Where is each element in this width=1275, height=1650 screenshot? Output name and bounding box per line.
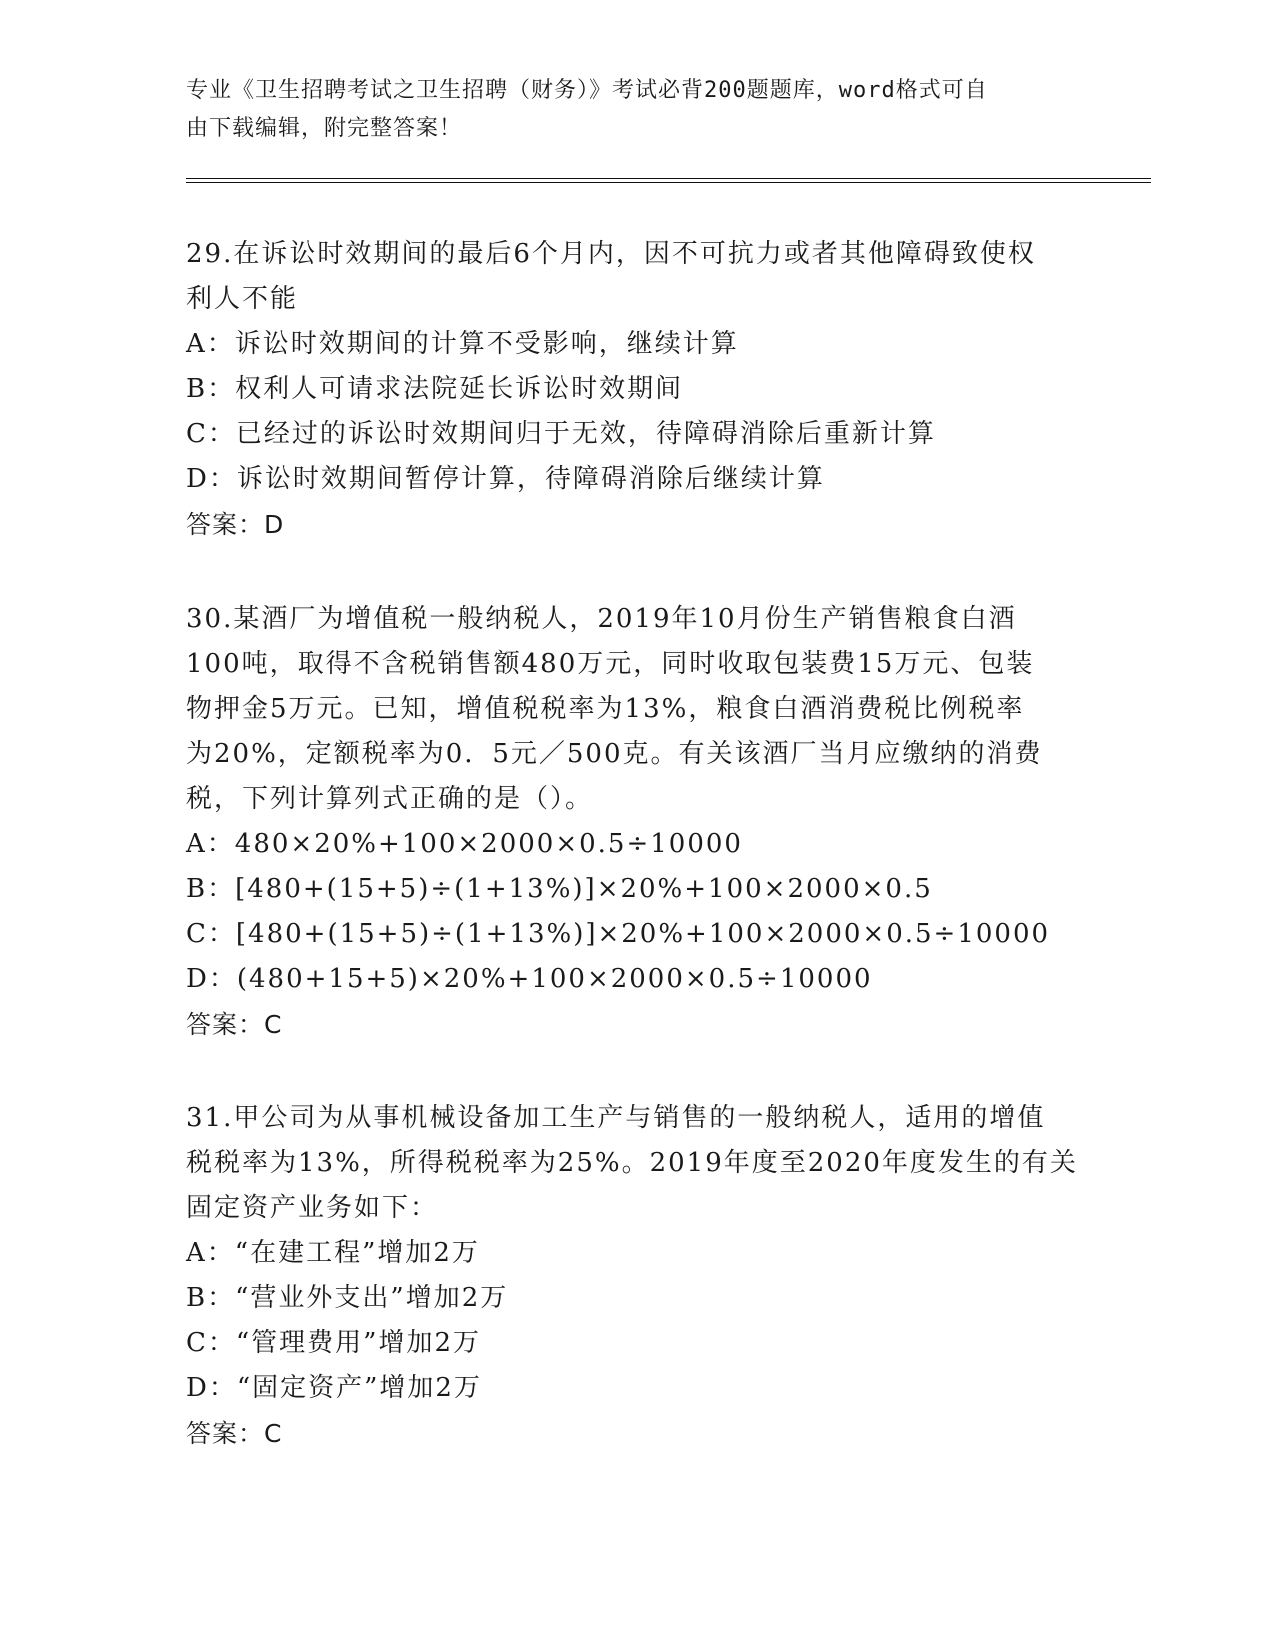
question-30 (186, 597, 1086, 1047)
option-d: D：诉讼时效期间暂停计算，待障碍消除后继续计算 (186, 464, 825, 494)
answer-line: 答案：D (186, 510, 285, 539)
option-c: C：已经过的诉讼时效期间归于无效，待障碍消除后重新计算 (186, 419, 936, 449)
question-stem-line: 29.在诉讼时效期间的最后6个月内，因不可抗力或者其他障碍致使权 (186, 239, 1036, 269)
answer-line: 答案：C (186, 1010, 283, 1039)
option-c: C：“管理费用”增加2万 (186, 1328, 482, 1358)
question-stem-line: 30.某酒厂为增值税一般纳税人，2019年10月份生产销售粮食白酒 (186, 604, 1017, 634)
header-divider-top (186, 178, 1151, 179)
option-c: C：[480+(15+5)÷(1+13%)]×20%+100×2000×0.5÷10000 (186, 919, 1051, 949)
question-stem-line: 100吨，取得不含税销售额480万元，同时收取包装费15万元、包装 (186, 649, 1035, 679)
option-b: B：[480+(15+5)÷(1+13%)]×20%+100×2000×0.5 (186, 874, 933, 904)
answer-line: 答案：C (186, 1419, 283, 1448)
question-29 (186, 232, 1086, 547)
question-stem-line: 物押金5万元。已知，增值税税率为13%，粮食白酒消费税比例税率 (186, 694, 1025, 724)
question-stem-line: 为20%，定额税率为0．5元／500克。有关该酒厂当月应缴纳的消费 (186, 739, 1043, 769)
option-d: D：(480+15+5)×20%+100×2000×0.5÷10000 (186, 964, 873, 994)
option-a: A：480×20%+100×2000×0.5÷10000 (186, 829, 743, 859)
option-b: B：“营业外支出”增加2万 (186, 1283, 509, 1313)
document-header (186, 72, 1086, 148)
question-stem-line: 税税率为13%，所得税税率为25%。2019年度至2020年度发生的有关 (186, 1148, 1078, 1178)
option-b: B：权利人可请求法院延长诉讼时效期间 (186, 374, 684, 404)
question-stem-line: 31.甲公司为从事机械设备加工生产与销售的一般纳税人，适用的增值 (186, 1103, 1046, 1133)
option-a: A：“在建工程”增加2万 (186, 1238, 480, 1268)
header-title-line-2: 由下载编辑，附完整答案！ (186, 116, 463, 141)
header-title-line-1: 专业《卫生招聘考试之卫生招聘（财务）》考试必背200题题库，word格式可自 (186, 78, 988, 103)
option-a: A：诉讼时效期间的计算不受影响，继续计算 (186, 329, 739, 359)
question-stem-line: 固定资产业务如下： (186, 1193, 439, 1223)
header-divider-bottom (186, 182, 1151, 183)
question-stem-line: 利人不能 (186, 284, 299, 314)
option-d: D：“固定资产”增加2万 (186, 1373, 482, 1403)
question-stem-line: 税，下列计算列式正确的是（）。 (186, 784, 594, 814)
question-31 (186, 1096, 1086, 1456)
